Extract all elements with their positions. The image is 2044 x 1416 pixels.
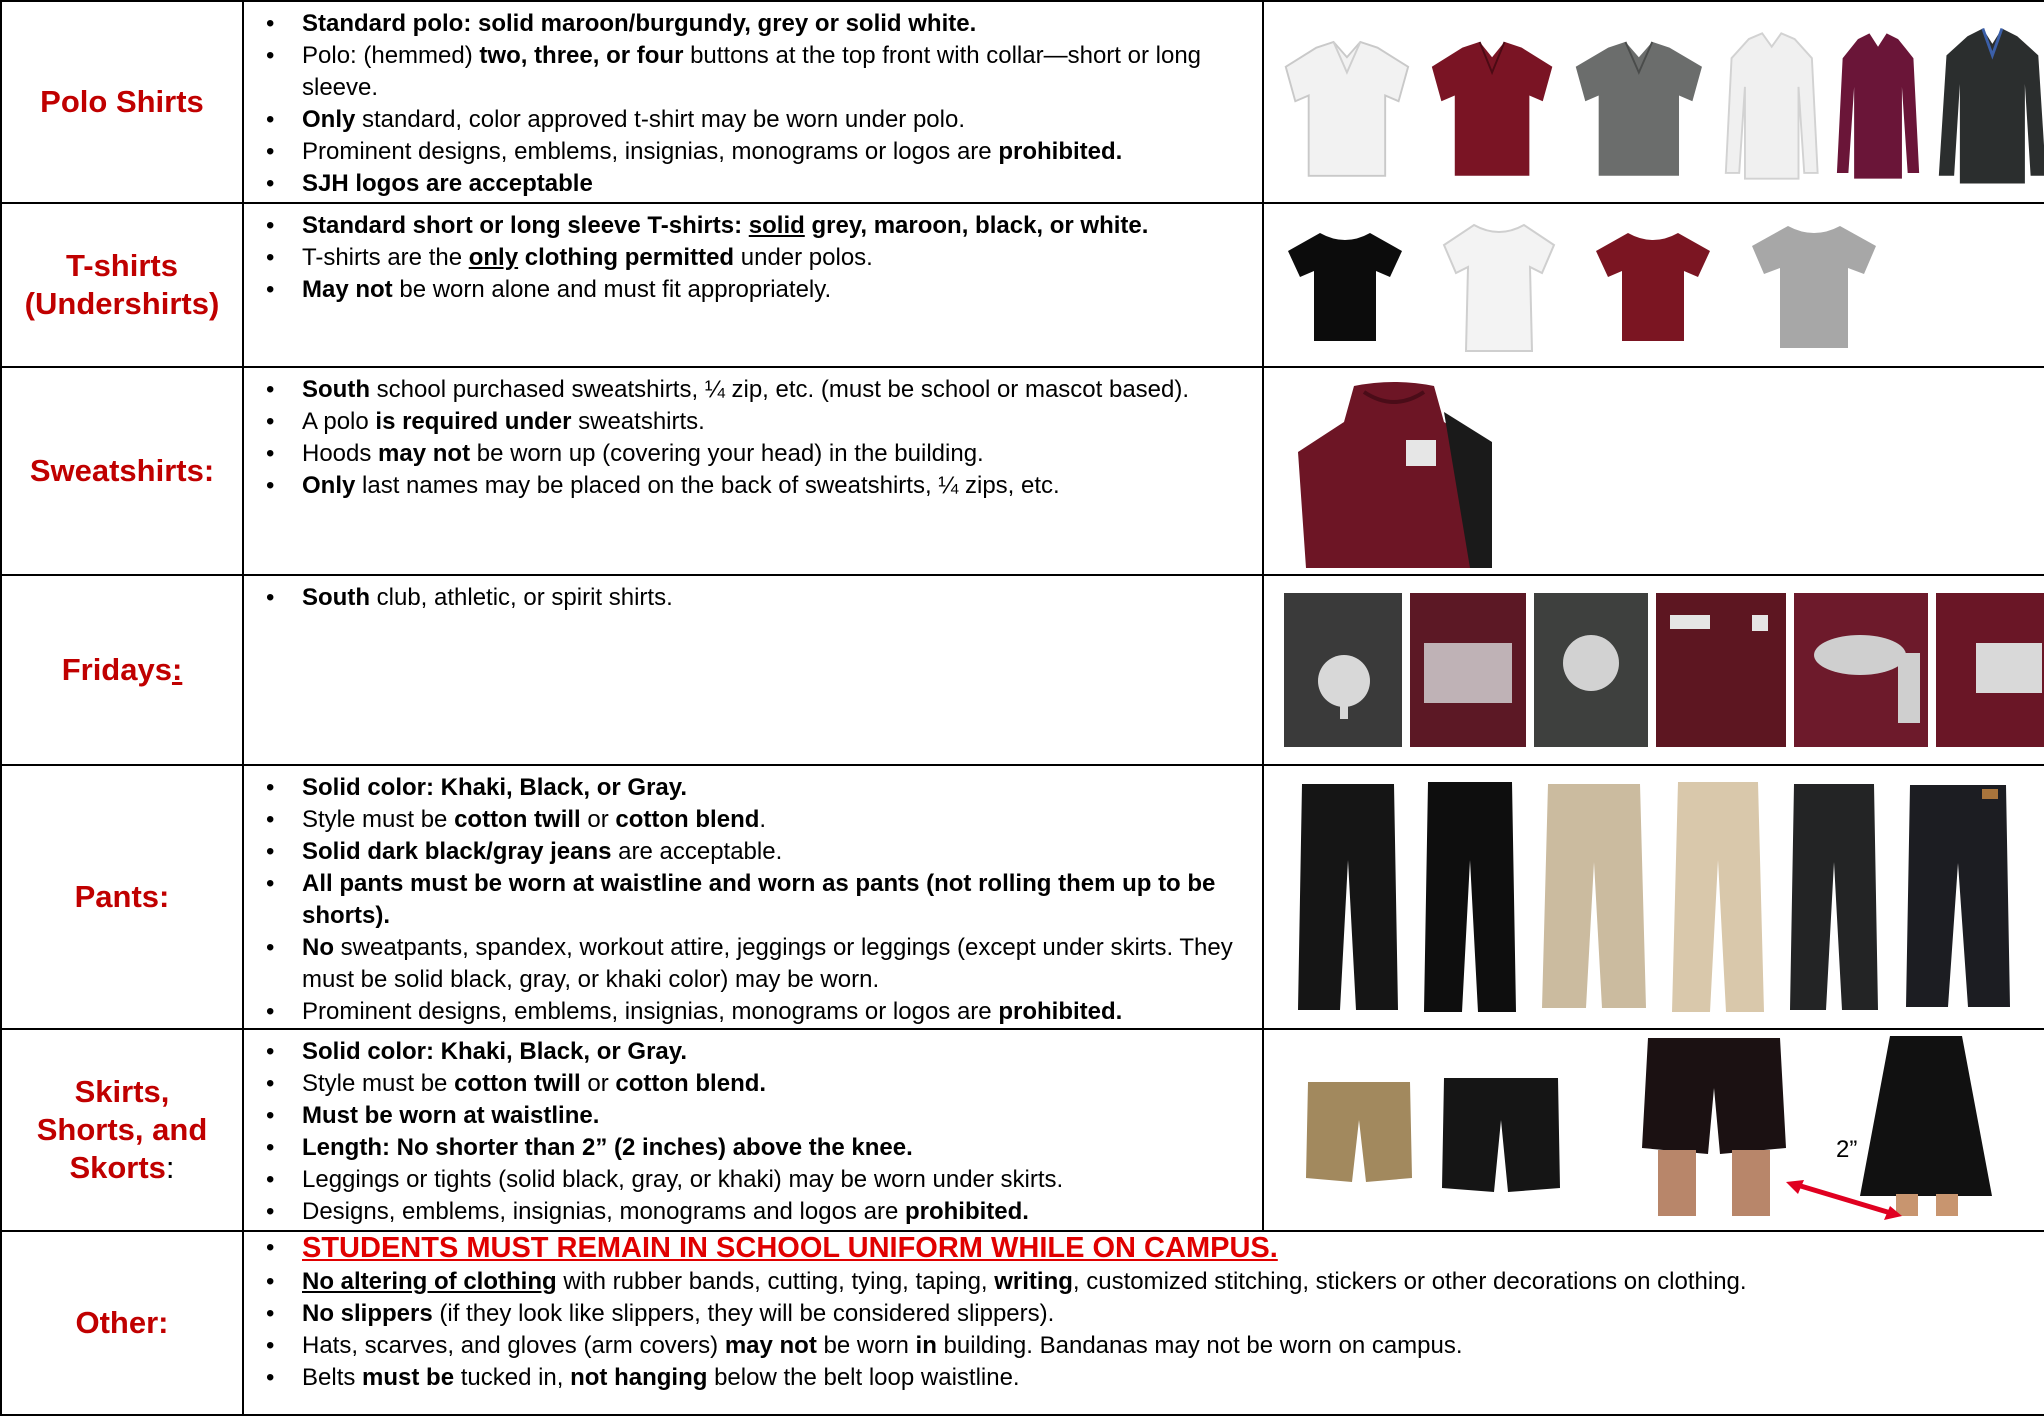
rule-text: Prominent designs, emblems, insignias, monograms or logos are (302, 138, 999, 165)
images-t-shirts (1263, 203, 2044, 367)
rule-text: or (580, 1070, 616, 1097)
rule-text: cotton twill (454, 806, 581, 833)
rule-text: be worn up (covering your head) in the building. (470, 440, 984, 467)
row-polo-shirts (1, 1, 2044, 203)
dark-jeans-image (1788, 782, 1880, 1012)
black-tshirt-image (1284, 225, 1406, 345)
rule-text: two, three, or four (479, 42, 684, 69)
rule-item (252, 8, 1256, 40)
rule-text: in (915, 1332, 937, 1359)
rule-text: are acceptable. (611, 838, 783, 865)
rules-other (243, 1231, 2044, 1415)
rules-list (252, 582, 1256, 614)
south-choir-shirt-photo (1410, 593, 1526, 747)
rule-text: Style must be (302, 806, 455, 833)
builders-club-shirt-photo (1936, 593, 2044, 747)
rule-text: prohibited. (998, 138, 1123, 165)
black-shorts-model-image (1640, 1038, 1788, 1218)
rule-item (252, 470, 1256, 502)
rule-text: Belts (302, 1364, 363, 1391)
rule-item (252, 996, 1256, 1028)
white-polo-image (1280, 31, 1414, 181)
black-pants-image (1296, 780, 1400, 1014)
rule-text: prohibited. (998, 998, 1123, 1025)
grey-polo-image (1570, 31, 1708, 181)
category-fridays (1, 575, 243, 765)
rule-text: below the belt loop waistline. (707, 1364, 1020, 1391)
black-jeans-image (1902, 783, 2014, 1011)
category-label: Polo Shirts (40, 84, 204, 119)
rule-text: A polo (302, 408, 376, 435)
category-t-shirts (1, 203, 243, 367)
category-sweatshirts (1, 367, 243, 575)
rule-text: building. Bandanas may not be worn on campus. (936, 1332, 1463, 1359)
rule-item (252, 1036, 1256, 1068)
measure-label: 2” (1836, 1136, 1858, 1163)
row-fridays (1, 575, 2044, 765)
rule-text: . (759, 806, 767, 833)
rule-text: Only (302, 106, 356, 133)
rule-text: cotton blend (615, 806, 760, 833)
white-tshirt-image (1440, 215, 1558, 355)
rule-text: Must be worn at waistline. (302, 1102, 600, 1129)
rule-text: , customized stitching, stickers or other decorations on clothing. (1072, 1268, 1747, 1295)
rule-text: cotton blend. (615, 1070, 767, 1097)
rule-text: Standard short or long sleeve T-shirts: (302, 212, 749, 239)
rule-text: club, athletic, or spirit shirts. (369, 584, 673, 611)
images-fridays (1263, 575, 2044, 765)
rule-text: clothing permitted (518, 244, 735, 271)
rule-item (252, 582, 1256, 614)
black-shorts-image (1440, 1076, 1562, 1194)
category-label: Other: (75, 1305, 169, 1340)
images-skirts-shorts-skorts (1263, 1029, 2044, 1231)
black-long-sleeve-polo-image (1935, 23, 2044, 189)
rules-t-shirts (243, 203, 1263, 367)
maroon-polo-image (1428, 31, 1556, 181)
rule-item (252, 1068, 1256, 1100)
rule-text: (if they look like slippers, they will be considered slippers). (432, 1300, 1055, 1327)
rule-item (252, 836, 1256, 868)
rule-text: South (302, 584, 370, 611)
rule-text: Solid dark black/gray jeans (302, 838, 612, 865)
row-pants (1, 765, 2044, 1029)
category-label: Sweatshirts: (29, 453, 215, 488)
category-pants (1, 765, 243, 1029)
row-sweatshirts (1, 367, 2044, 575)
rule-item (252, 1132, 1256, 1164)
rule-item (252, 1196, 1256, 1228)
rules-polo-shirts (243, 1, 1263, 203)
rule-text: sweatpants, spandex, workout attire, jeggings or leggings (except under skirts. They must be solid black, gray, or khaki color) may be worn. (302, 934, 1233, 993)
rule-item (252, 1330, 2044, 1362)
rules-list (252, 374, 1256, 502)
rule-text: Length: No shorter than 2” (2 inches) above the knee. (302, 1134, 913, 1161)
black-pants-image-2 (1422, 780, 1518, 1014)
khaki-shorts-image (1304, 1080, 1414, 1184)
rule-text: STUDENTS MUST REMAIN IN SCHOOL UNIFORM WHILE ON CAMPUS. (302, 1232, 1278, 1264)
rule-text: SJH logos are acceptable (302, 170, 593, 197)
rule-text: Hoods (302, 440, 379, 467)
rule-item (252, 1100, 1256, 1132)
images-polo-shirts (1263, 1, 2044, 203)
rule-text: Prominent designs, emblems, insignias, monograms or logos are (302, 998, 999, 1025)
rules-pants (243, 765, 1263, 1029)
rule-item (252, 1298, 2044, 1330)
rule-item (252, 932, 1256, 996)
grey-tshirt-image (1748, 218, 1880, 352)
rule-text: writing (994, 1268, 1073, 1295)
rule-text: sweatshirts. (571, 408, 705, 435)
rules-fridays (243, 575, 1263, 765)
rule-item (252, 242, 1256, 274)
rule-text: not hanging (570, 1364, 708, 1391)
rule-item (252, 374, 1256, 406)
category-label: T-shirts (Undershirts) (24, 248, 220, 321)
rule-text: Designs, emblems, insignias, monograms and logos are (302, 1198, 905, 1225)
skirts-label: Skirts, Shorts, and Skorts: (36, 1074, 208, 1185)
rule-text: All pants must be worn at waistline and worn as pants (not rolling them up to be shorts). (302, 870, 1216, 929)
rule-item (252, 210, 1256, 242)
rule-text: buttons at the top front with collar—short or long sleeve. (302, 42, 1202, 101)
rule-item (252, 772, 1256, 804)
trio-shirt-photo (1656, 593, 1786, 747)
rule-text: may not (724, 1332, 817, 1359)
rule-text: grey, maroon, black, or white. (804, 212, 1149, 239)
rule-text: tucked in, (454, 1364, 571, 1391)
rule-text: must be (362, 1364, 455, 1391)
rule-item (252, 40, 1256, 104)
rule-text: South (302, 376, 370, 403)
rule-item (252, 274, 1256, 306)
rule-item (252, 406, 1256, 438)
khaki-pants-image (1540, 782, 1648, 1012)
category-skirts-shorts-skorts (1, 1029, 243, 1231)
rule-item (252, 868, 1256, 932)
category-polo-shirts (1, 1, 243, 203)
rule-text: under polos. (734, 244, 873, 271)
rules-list (252, 210, 1256, 306)
rule-text: school purchased sweatshirts, ¼ zip, etc. (must be school or mascot based). (369, 376, 1190, 403)
rule-text: Standard polo: solid maroon/burgundy, grey or solid white. (302, 10, 977, 37)
rule-item (252, 1362, 2044, 1394)
rule-text: last names may be placed on the back of sweatshirts, ¼ zips, etc. (355, 472, 1060, 499)
rules-list (252, 8, 1256, 200)
rule-text: No slippers (302, 1300, 433, 1327)
rule-item (252, 438, 1256, 470)
row-t-shirts (1, 203, 2044, 367)
rule-text: cotton twill (454, 1070, 581, 1097)
rule-text: Hats, scarves, and gloves (arm covers) (302, 1332, 725, 1359)
measure-arrow-icon (1784, 1176, 1904, 1226)
rule-text: No (302, 934, 334, 961)
rule-text: Polo: (hemmed) (302, 42, 480, 69)
rule-item (252, 168, 1256, 200)
white-long-sleeve-polo-image (1722, 26, 1821, 186)
rule-text: with rubber bands, cutting, tying, taping, (556, 1268, 995, 1295)
rules-list (252, 1036, 1256, 1228)
purple-long-sleeve-polo-image (1835, 26, 1921, 186)
khaki-pants-image-2 (1670, 780, 1766, 1014)
rule-item (252, 1164, 1256, 1196)
category-label (27, 1073, 217, 1187)
images-pants (1263, 765, 2044, 1029)
rule-text: Solid color: Khaki, Black, or Gray. (302, 1038, 687, 1065)
rule-item (252, 804, 1256, 836)
rules-sweatshirts (243, 367, 1263, 575)
rule-item (252, 104, 1256, 136)
category-label: Pants: (74, 879, 170, 914)
rule-text: be worn (816, 1332, 916, 1359)
row-other (1, 1231, 2044, 1415)
fridays-label: Fridays: (61, 652, 183, 687)
rule-text: T-shirts are the (302, 244, 469, 271)
rule-text: May not (302, 276, 393, 303)
rule-text: solid (748, 212, 805, 239)
rules-skirts-shorts-skorts (243, 1029, 1263, 1231)
maroon-hoodie-photo (1294, 382, 1494, 568)
category-other (1, 1231, 243, 1415)
rule-text: prohibited. (904, 1198, 1029, 1225)
rules-list (252, 772, 1256, 1028)
category-label (62, 652, 183, 687)
paw-print-shirt-photo (1534, 593, 1648, 747)
rule-text: is required under (375, 408, 572, 435)
images-sweatshirts (1263, 367, 2044, 575)
rule-item (252, 1232, 2044, 1266)
row-skirts-shorts-skorts (1, 1029, 2044, 1231)
maroon-tshirt-image (1592, 225, 1714, 345)
rule-text: Only (302, 472, 356, 499)
rule-text: No altering of clothing (302, 1268, 557, 1295)
rules-list (252, 1232, 2044, 1394)
basketball-champions-shirt-photo (1794, 593, 1928, 747)
rule-text: Style must be (302, 1070, 455, 1097)
rule-text: may not (378, 440, 471, 467)
rule-item (252, 1266, 2044, 1298)
rule-text: or (580, 806, 616, 833)
rule-text: Solid color: Khaki, Black, or Gray. (302, 774, 687, 801)
rule-text: be worn alone and must fit appropriately. (392, 276, 832, 303)
rule-text: Leggings or tights (solid black, gray, or khaki) may be worn under skirts. (302, 1166, 1064, 1193)
spirit-shirt-tree-photo (1284, 593, 1402, 747)
rule-text: standard, color approved t-shirt may be worn under polo. (355, 106, 965, 133)
rule-item (252, 136, 1256, 168)
rule-text: only (468, 244, 519, 271)
